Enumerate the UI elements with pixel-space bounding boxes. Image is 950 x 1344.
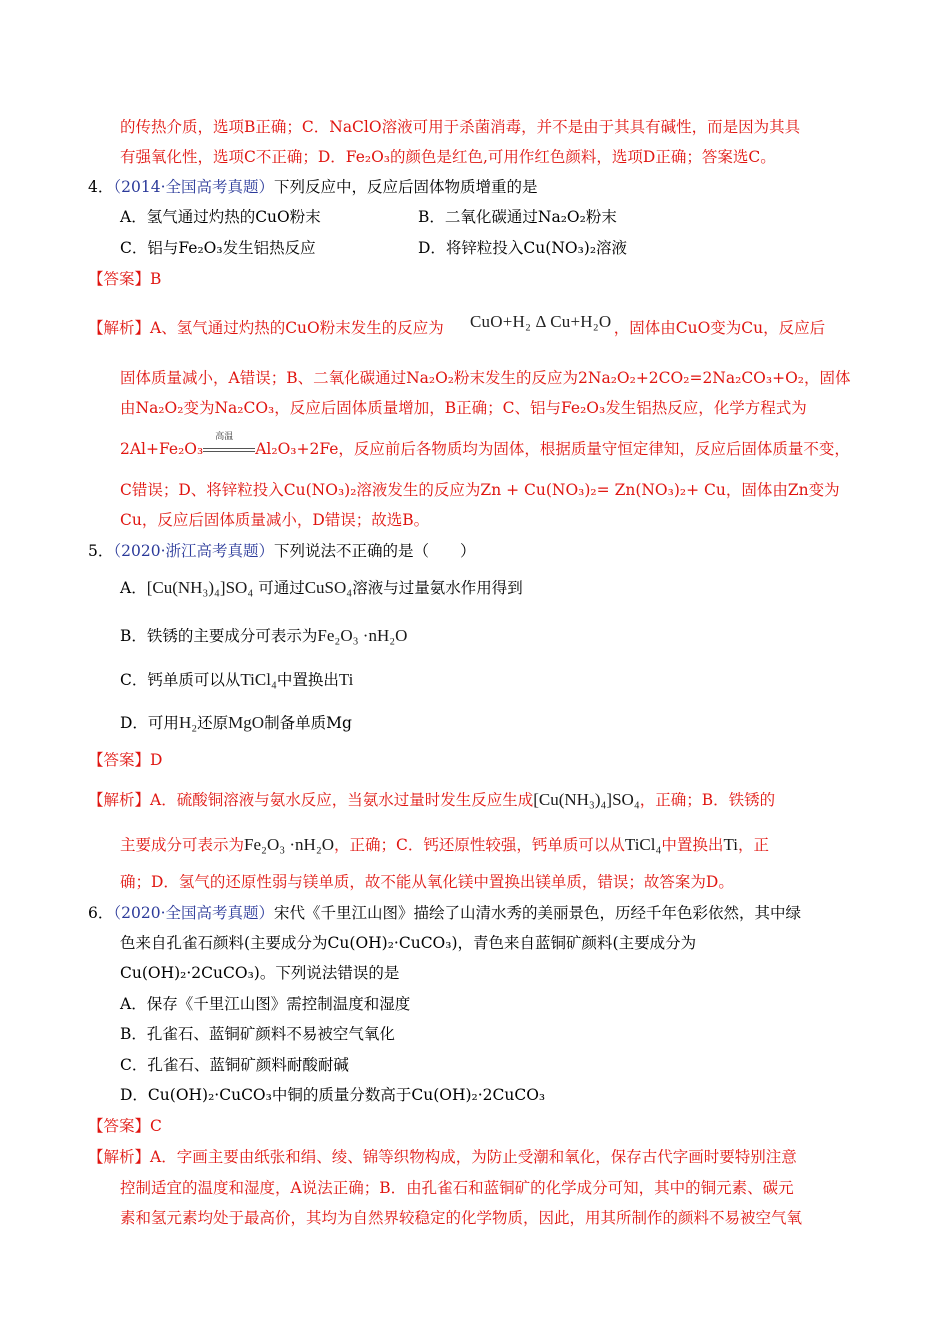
q4-explanation-line-4 xyxy=(120,432,850,459)
condition-label: 高温 xyxy=(215,432,234,442)
q6-stem-line-2: 色来自孔雀石颜料(主要成分为Cu(OH)₂·CuCO₃)，青色来自蓝铜矿颜料(主要成分为 xyxy=(120,934,697,952)
q6-explanation-line-3: 素和氢元素均处于最高价，其均为自然界较稳定的化学物质，因此，用其所制作的颜料不易被空气氧 xyxy=(120,1209,803,1227)
equation-text: CuO+H₂ Δ Cu+H₂O xyxy=(470,312,612,331)
q4-answer: 【答案】B xyxy=(88,270,162,288)
formula: [Cu(NH₃)₄]SO₄ xyxy=(146,578,254,597)
question-number: 6． xyxy=(88,904,114,922)
option-text: 中置换出 xyxy=(276,671,339,689)
q6-option-c: C．孔雀石、蓝铜矿颜料耐酸耐碱 xyxy=(120,1056,349,1074)
formula: [Cu(NH₃)₄]SO₄ xyxy=(533,790,640,809)
q4-option-a: A．氢气通过灼热的CuO粉末 xyxy=(120,208,321,226)
q5-option-b xyxy=(120,626,407,646)
q5-answer: 【答案】D xyxy=(88,751,163,769)
option-text: C．钙单质可以从 xyxy=(120,671,241,689)
prev-explanation-line-1: 的传热介质，选项B正确；C．NaClO溶液可用于杀菌消毒，并不是由于其具有碱性，而是因为其具 xyxy=(120,118,801,136)
question-4 xyxy=(88,177,538,197)
formula: H₂ xyxy=(178,713,198,732)
question-source: （2020·浙江高考真题） xyxy=(113,542,274,560)
formula: Fe₂O₃ ·nH₂O xyxy=(317,626,408,645)
formula: CuSO₄ xyxy=(304,578,353,597)
question-5 xyxy=(88,541,476,561)
option-text: B．铁锈的主要成分可表示为 xyxy=(120,627,318,645)
q6-option-b: B．孔雀石、蓝铜矿颜料不易被空气氧化 xyxy=(120,1025,395,1043)
formula: Ti xyxy=(338,670,354,689)
q4-option-c: C．铝与Fe₂O₃发生铝热反应 xyxy=(120,239,316,257)
q5-option-c xyxy=(120,670,353,690)
formula: Ti xyxy=(723,835,738,854)
question-number: 5． xyxy=(88,542,114,560)
option-text: D．可用 xyxy=(120,714,179,732)
question-6 xyxy=(88,903,801,923)
explanation-text: 中置换出 xyxy=(661,836,724,854)
question-source: （2014·全国高考真题） xyxy=(113,178,274,196)
q6-explanation-line-1: 【解析】A．字画主要由纸张和绢、绫、锦等织物构成，为防止受潮和氧化，保存古代字画时要特别注意 xyxy=(88,1148,797,1166)
q4-explanation-line-2: 固体质量减小，A错误；B、二氧化碳通过Na₂O₂粉末发生的反应为2Na₂O₂+2CO₂=2Na₂CO₃+O₂，固体 xyxy=(120,369,851,387)
explanation-text: 2Al+Fe₂O₃ xyxy=(120,440,204,458)
explanation-text: ，正确；B．铁锈的 xyxy=(639,791,776,809)
reaction-condition-arrow xyxy=(203,432,255,459)
formula: MgO xyxy=(228,713,265,732)
explanation-text: 【解析】A．硫酸铜溶液与氨水反应，当氨水过量时发生反应生成 xyxy=(88,791,534,809)
q4-equation-1 xyxy=(470,300,640,340)
q5-explanation-line-3: 确；D．氢气的还原性弱与镁单质，故不能从氧化镁中置换出镁单质，错误；故答案为D。 xyxy=(120,873,734,891)
explanation-text: ，正确；C．钙还原性较强，钙单质可以从 xyxy=(334,836,625,854)
q5-option-a xyxy=(120,578,523,598)
option-text: 溶液与过量氨水作用得到 xyxy=(352,579,523,597)
q4-option-b: B．二氧化碳通过Na₂O₂粉末 xyxy=(418,208,617,226)
question-stem: 宋代《千里江山图》描绘了山清水秀的美丽景色，历经千年色彩依然，其中绿 xyxy=(274,904,802,922)
formula: Fe₂O₃ ·nH₂O xyxy=(244,835,335,854)
q6-explanation-line-2: 控制适宜的温度和湿度，A说法正确；B．由孔雀石和蓝铜矿的化学成分可知，其中的铜元素、碳元 xyxy=(120,1179,794,1197)
question-stem: 下列反应中，反应后固体物质增重的是 xyxy=(274,178,538,196)
q5-explanation-line-2 xyxy=(120,835,769,855)
explanation-text: 主要成分可表示为 xyxy=(120,836,245,854)
explanation-text: ，正 xyxy=(737,836,769,854)
q5-explanation-line-1 xyxy=(88,790,775,810)
explanation-text: Al₂O₃+2Fe，反应前后各物质均为固体，根据质量守恒定律知，反应后固体质量不变， xyxy=(255,440,850,458)
question-number: 4． xyxy=(88,178,114,196)
option-text: 可通过 xyxy=(258,579,305,597)
explanation-text: ，固体由CuO变为Cu，反应后 xyxy=(613,319,826,337)
formula: TiCl₄ xyxy=(240,670,277,689)
q4-explanation-line-6: Cu，反应后固体质量减小，D错误；故选B。 xyxy=(120,511,430,529)
question-stem: 下列说法不正确的是（ ） xyxy=(274,542,476,560)
option-text: 还原 xyxy=(197,714,229,732)
option-text: 制备单质Mg xyxy=(264,714,352,732)
prev-explanation-line-2: 有强氧化性，选项C不正确；D．Fe₂O₃的颜色是红色,可用作红色颜料，选项D正确；答案选C。 xyxy=(120,148,776,166)
formula: TiCl₄ xyxy=(624,835,662,854)
option-label: A． xyxy=(120,579,147,597)
q4-explanation-line-1 xyxy=(88,318,825,338)
q6-stem-line-3: Cu(OH)₂·2CuCO₃)。下列说法错误的是 xyxy=(120,964,400,982)
q6-answer: 【答案】C xyxy=(88,1117,162,1135)
q5-option-d xyxy=(120,713,352,733)
question-source: （2020·全国高考真题） xyxy=(113,904,274,922)
q4-option-d: D．将锌粒投入Cu(NO₃)₂溶液 xyxy=(418,239,628,257)
q4-explanation-line-5: C错误；D、将锌粒投入Cu(NO₃)₂溶液发生的反应为Zn + Cu(NO₃)₂= Zn(NO₃)₂+ Cu，固体由Zn变为 xyxy=(120,481,840,499)
explanation-text: 【解析】A、氢气通过灼热的CuO粉末发生的反应为 xyxy=(88,319,444,337)
q4-explanation-line-3: 由Na₂O₂变为Na₂CO₃，反应后固体质量增加，B正确；C、铝与Fe₂O₃发生铝热反应，化学方程式为 xyxy=(120,399,807,417)
q6-option-a: A．保存《千里江山图》需控制温度和湿度 xyxy=(120,995,411,1013)
q6-option-d: D．Cu(OH)₂·CuCO₃中铜的质量分数高于Cu(OH)₂·2CuCO₃ xyxy=(120,1086,546,1104)
